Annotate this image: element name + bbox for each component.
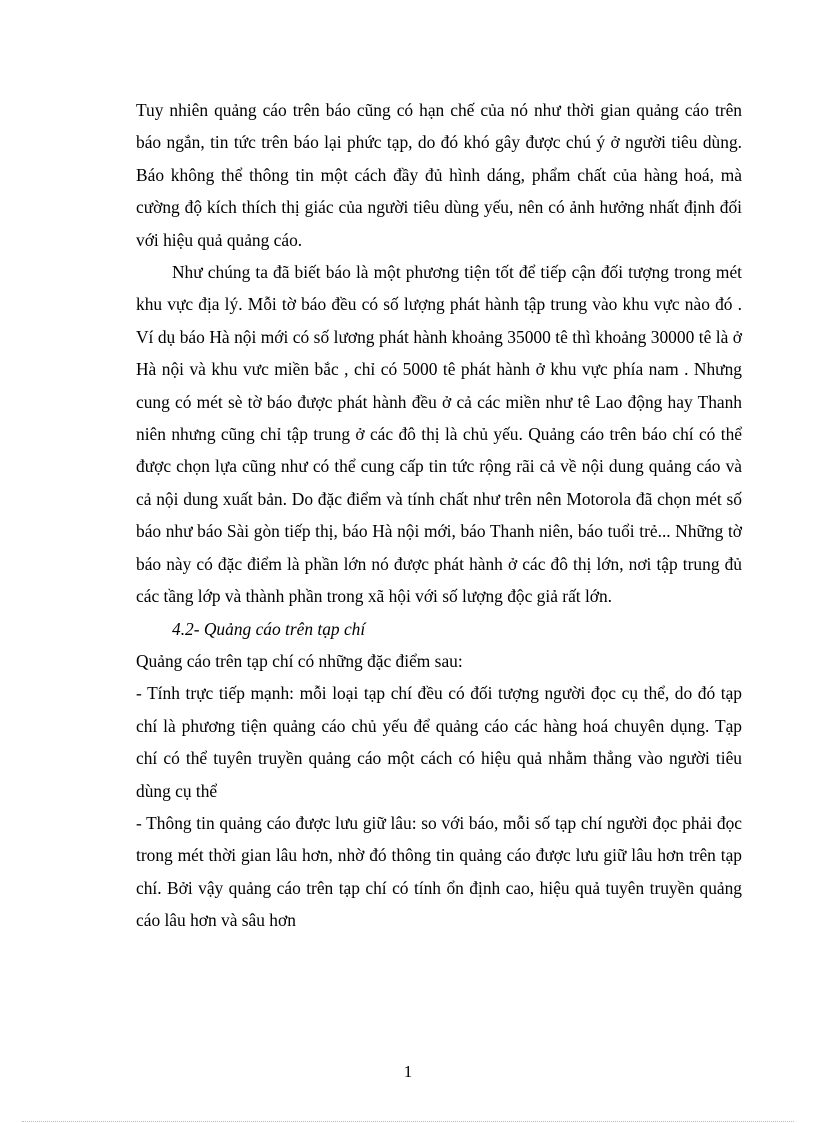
section-heading-magazine: 4.2- Quảng cáo trên tạp chí xyxy=(172,618,366,639)
body-text xyxy=(136,94,742,937)
bullet-longevity: - Thông tin quảng cáo được lưu giữ lâu: so với báo, mỗi số tạp chí người đọc phải đọc trong mét thời gian lâu hơn, nhờ đó thông tin quảng cáo được lưu giữ lâu hơn trên tạp chí. Bởi vậy quảng cáo trên tạp chí có tính ổn định cao, hiệu quả tuyên truyền quảng cáo lâu hơn và sâu hơn xyxy=(136,812,742,931)
page-bottom-border xyxy=(22,1121,794,1122)
paragraph-limitations: Tuy nhiên quảng cáo trên báo cũng có hạn chế của nó như thời gian quảng cáo trên báo ngắn, tin tức trên báo lại phức tạp, do đó khó gây được chú ý ở người tiêu dùng. Báo không thể thông tin một cách đầy đủ hình dáng, phẩm chất của hàng hoá, mà cường độ kích thích thị giác của người tiêu dùng yếu, nên có ảnh hưởng nhất định đối với hiệu quả quảng cáo. xyxy=(136,100,742,250)
paragraph-magazine-intro: Quảng cáo trên tạp chí có những đặc điểm sau: xyxy=(136,650,463,671)
bullet-directness: - Tính trực tiếp mạnh: mỗi loại tạp chí đều có đối tượng người đọc cụ thể, do đó tạp chí là phương tiện quảng cáo chủ yếu để quảng cáo các hàng hoá chuyên dụng. Tạp chí có thể tuyên truyền quảng cáo một cách có hiệu quả nhằm thẳng vào người tiêu dùng cụ thể xyxy=(136,683,742,801)
paragraph-newspaper-reach: Như chúng ta đã biết báo là một phương tiện tốt để tiếp cận đối tượng trong mét khu vực địa lý. Mỗi tờ báo đều có số lượng phát hành tập trung vào khu vực nào đó . Ví dụ báo Hà nội mới có số lương phát hành khoảng 35000 tê thì khoảng 30000 tê là ở Hà nội và khu vưc miền bắc , chỉ có 5000 tê phát hành ở khu vực phía nam . Nhưng cung có mét sè tờ báo được phát hành đều ở cả các miền như tê Lao động hay Thanh niên nhưng cũng chỉ tập trung ở các đô thị là chủ yếu. Quảng cáo trên báo chí có thể được chọn lựa cũng như có thể cung cấp tin tức rộng rãi cả về nội dung quảng cáo và cả nội dung xuất bản. Do đặc điểm và tính chất như trên nên Motorola đã chọn mét số báo như báo Sài gòn tiếp thị, báo Hà nội mới, báo Thanh niên, báo tuổi trẻ... Những tờ báo này có đặc điểm là phần lớn nó được phát hành ở các đô thị lớn, nơi tập trung đủ các tầng lớp và thành phần trong xã hội với số lượng độc giả rất lớn. xyxy=(136,262,742,607)
page-number: 1 xyxy=(403,1062,413,1081)
